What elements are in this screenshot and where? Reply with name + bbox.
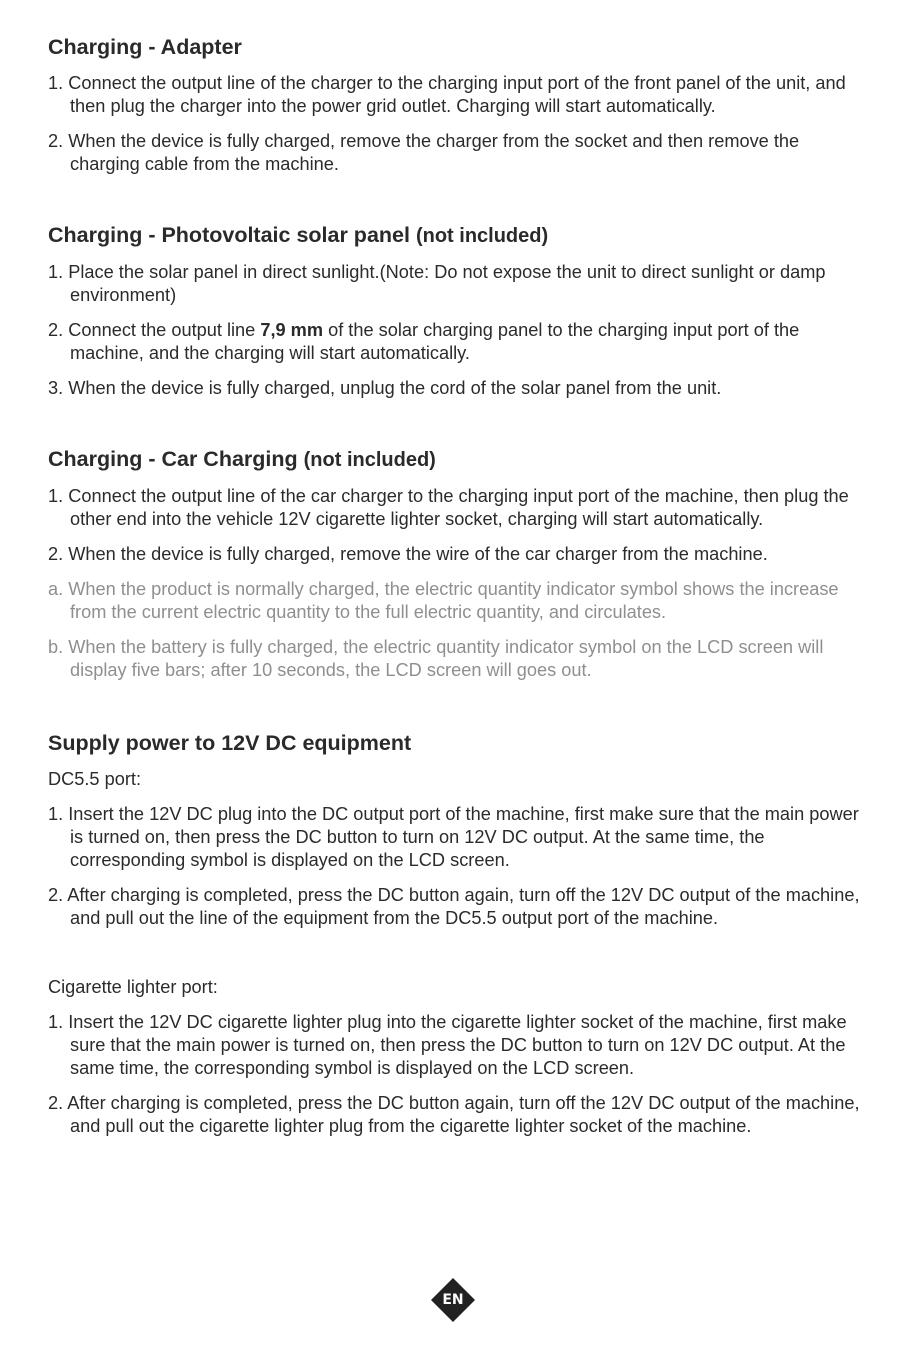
cigarette-steps — [48, 1011, 860, 1138]
cigarette-port-label: Cigarette lighter port: — [48, 977, 218, 997]
heading-charging-adapter: Charging - Adapter — [48, 35, 242, 59]
solar-step-3: 3. When the device is fully charged, unplug the cord of the solar panel from the unit. — [48, 378, 722, 398]
car-step-2: 2. When the device is fully charged, remove the wire of the car charger from the machine. — [48, 544, 768, 564]
heading-car-title: Charging - Car Charging — [48, 447, 298, 471]
dc55-port-label: DC5.5 port: — [48, 769, 141, 789]
heading-dc-supply: Supply power to 12V DC equipment — [48, 731, 412, 755]
section-charging-solar — [48, 218, 860, 400]
car-note-a: a. When the product is normally charged, the electric quantity indicator symbol shows the increase from the current electric quantity to the full electric quantity, and circulates. — [48, 579, 839, 622]
adapter-step-2: 2. When the device is fully charged, remove the charger from the socket and then remove the charging cable from the machine. — [48, 131, 800, 174]
section-dc-supply — [48, 726, 860, 1138]
language-badge — [430, 1277, 476, 1323]
adapter-steps — [48, 72, 860, 176]
solar-step-1: 1. Place the solar panel in direct sunlight.(Note: Do not expose the unit to direct sunlight or damp environment) — [48, 262, 826, 305]
heading-charging-solar — [48, 218, 860, 253]
solar-step-2-end: of the solar charging panel to the charging input port of the machine, and the charging will start automatically. — [70, 320, 800, 363]
solar-cable-size: 7,9 mm — [260, 320, 324, 340]
solar-steps — [48, 261, 860, 400]
cigarette-step-2: 2. After charging is completed, press the DC button again, turn off the 12V DC output of the machine, and pull out the cigarette lighter plug from the cigarette lighter socket of the machine. — [48, 1093, 860, 1136]
cigarette-step-1: 1. Insert the 12V DC cigarette lighter plug into the cigarette lighter socket of the machine, first make sure that the main power is turned on, then press the DC button to turn on 12V DC output. At the same time, the corresponding symbol is displayed on the LCD screen. — [48, 1012, 847, 1078]
dc55-steps — [48, 803, 860, 930]
car-note-b: b. When the battery is fully charged, the electric quantity indicator symbol on the LCD screen will display five bars; after 10 seconds, the LCD screen will goes out. — [48, 637, 824, 680]
solar-step-2 — [48, 319, 860, 365]
heading-car-not-included: (not included) — [303, 449, 436, 471]
dc55-step-2: 2. After charging is completed, press the DC button again, turn off the 12V DC output of the machine, and pull out the line of the equipment from the DC5.5 output port of the machine. — [48, 885, 860, 928]
dc55-step-1: 1. Insert the 12V DC plug into the DC output port of the machine, first make sure that the main power is turned on, then press the DC button to turn on 12V DC output. At the same time, the corresponding symbol is displayed on the LCD screen. — [48, 804, 859, 870]
car-step-1: 1. Connect the output line of the car charger to the charging input port of the machine, then plug the other end into the vehicle 12V cigarette lighter socket, charging will start automatically. — [48, 486, 849, 529]
language-badge-label: EN — [442, 1292, 464, 1308]
section-charging-car — [48, 442, 860, 682]
section-charging-adapter — [48, 30, 860, 176]
heading-solar-title: Charging - Photovoltaic solar panel — [48, 223, 410, 247]
solar-step-2-start: 2. Connect the output line — [48, 320, 261, 340]
manual-page — [48, 30, 860, 1150]
car-steps — [48, 485, 860, 682]
adapter-step-1: 1. Connect the output line of the charger to the charging input port of the front panel of the unit, and then plug the charger into the power grid outlet. Charging will start automatically. — [48, 73, 846, 116]
heading-solar-not-included: (not included) — [415, 225, 549, 247]
heading-charging-car — [48, 442, 860, 477]
